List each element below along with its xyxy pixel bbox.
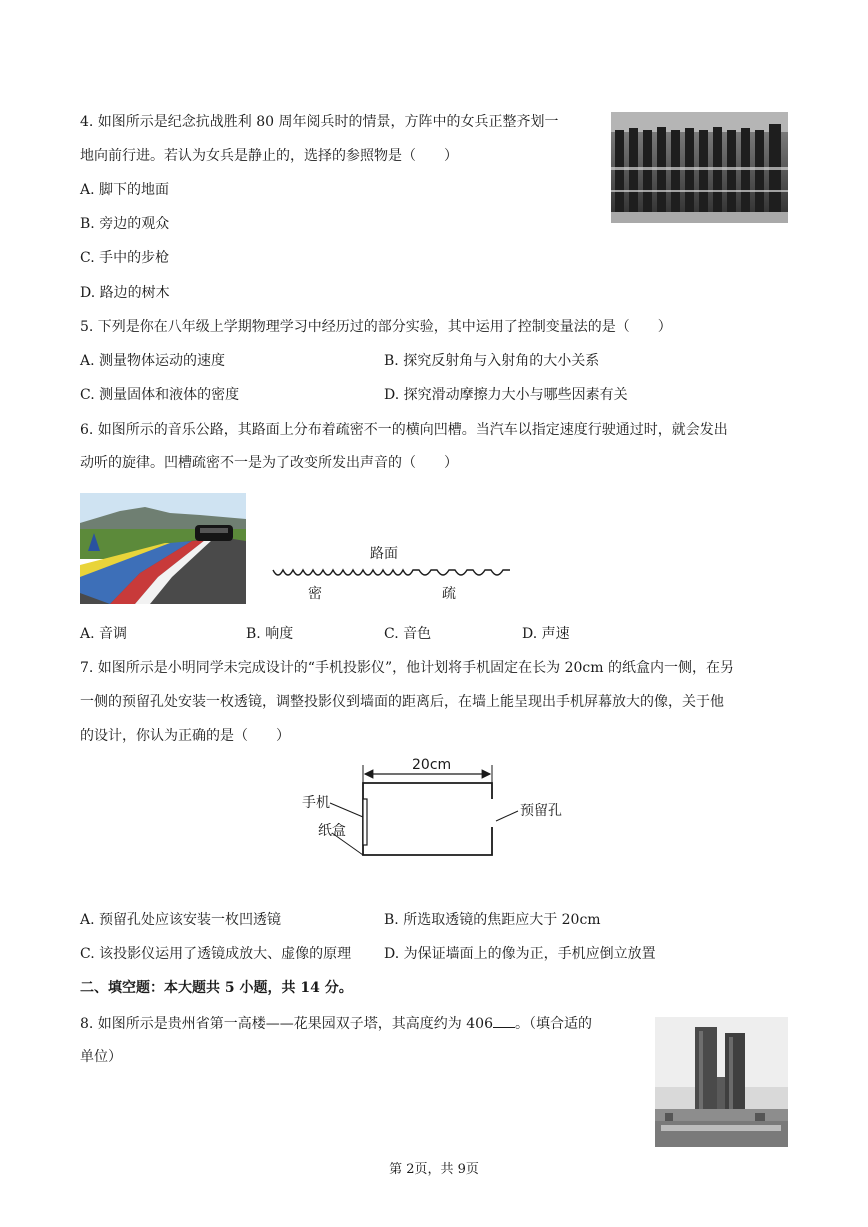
- music-road-photo: [80, 493, 246, 604]
- q6-option-b: B. 响度: [246, 626, 294, 642]
- answer-blank: [493, 1013, 515, 1028]
- q6-option-c: C. 音色: [384, 626, 432, 642]
- q6-option-a: A. 音调: [80, 626, 128, 642]
- projector-box-diagram: [290, 755, 580, 865]
- q6-option-d: D. 声速: [522, 626, 570, 642]
- road-groove-diagram: [270, 542, 510, 604]
- q4-option-d: D. 路边的树木: [80, 285, 170, 301]
- sparse-label: 疏: [442, 586, 456, 602]
- q7-option-a: A. 预留孔处应该安装一枚凹透镜: [80, 912, 282, 928]
- q5-option-a: A. 测量物体运动的速度: [80, 353, 226, 369]
- page-footer: 第 2页，共 9页: [389, 1162, 479, 1177]
- q5-option-c: C. 测量固体和液体的密度: [80, 387, 240, 403]
- box-label: 纸盒: [318, 823, 346, 839]
- q6-stem-line2: 动听的旋律。凹槽疏密不一是为了改变所发出声音的（ ）: [80, 455, 458, 471]
- hole-label: 预留孔: [520, 803, 562, 819]
- twin-towers-photo: [655, 1017, 788, 1147]
- q6-stem-line1: 6. 如图所示的音乐公路，其路面上分布着疏密不一的横向凹槽。当汽车以指定速度行驶通过时，就会发出: [80, 422, 728, 438]
- q7-stem-line2: 一侧的预留孔处安装一枚透镜，调整投影仪到墙面的距离后，在墙上能呈现出手机屏幕放大的像，关于他: [80, 694, 724, 710]
- q4-option-a: A. 脚下的地面: [80, 182, 170, 198]
- q5-option-b: B. 探究反射角与入射角的大小关系: [384, 353, 600, 369]
- road-surface-label: 路面: [370, 546, 398, 562]
- q4-stem-line1: 4. 如图所示是纪念抗战胜利 80 周年阅兵时的情景，方阵中的女兵正整齐划一: [80, 114, 559, 130]
- q7-option-c: C. 该投影仪运用了透镜成放大、虚像的原理: [80, 946, 352, 962]
- q7-option-b: B. 所选取透镜的焦距应大于 20cm: [384, 912, 601, 928]
- q5-option-d: D. 探究滑动摩擦力大小与哪些因素有关: [384, 387, 628, 403]
- q7-stem-line1: 7. 如图所示是小明同学未完成设计的“手机投影仪”，他计划将手机固定在长为 20cm 的纸盒内一侧，在另: [80, 660, 734, 676]
- box-length-label: 20cm: [412, 757, 452, 773]
- q4-option-c: C. 手中的步枪: [80, 250, 170, 266]
- q8-text-before-blank: 8. 如图所示是贵州省第一高楼——花果园双子塔，其高度约为 406: [80, 1016, 493, 1032]
- q8-text-after-blank: 。（填合适的: [514, 1016, 592, 1032]
- dense-label: 密: [308, 586, 322, 602]
- q5-stem: 5. 下列是你在八年级上学期物理学习中经历过的部分实验，其中运用了控制变量法的是（ ）: [80, 319, 672, 335]
- q8-stem-line1: [80, 1013, 592, 1034]
- q7-option-d: D. 为保证墙面上的像为正，手机应倒立放置: [384, 946, 656, 962]
- q8-stem-line2: 单位）: [80, 1049, 122, 1065]
- phone-label: 手机: [302, 795, 330, 811]
- q4-stem-line2: 地向前行进。若认为女兵是静止的，选择的参照物是（ ）: [80, 148, 458, 164]
- parade-photo: [611, 112, 788, 223]
- q4-option-b: B. 旁边的观众: [80, 216, 170, 232]
- q7-stem-line3: 的设计，你认为正确的是（ ）: [80, 728, 290, 744]
- section-heading: 二、填空题：本大题共 5 小题，共 14 分。: [80, 980, 353, 996]
